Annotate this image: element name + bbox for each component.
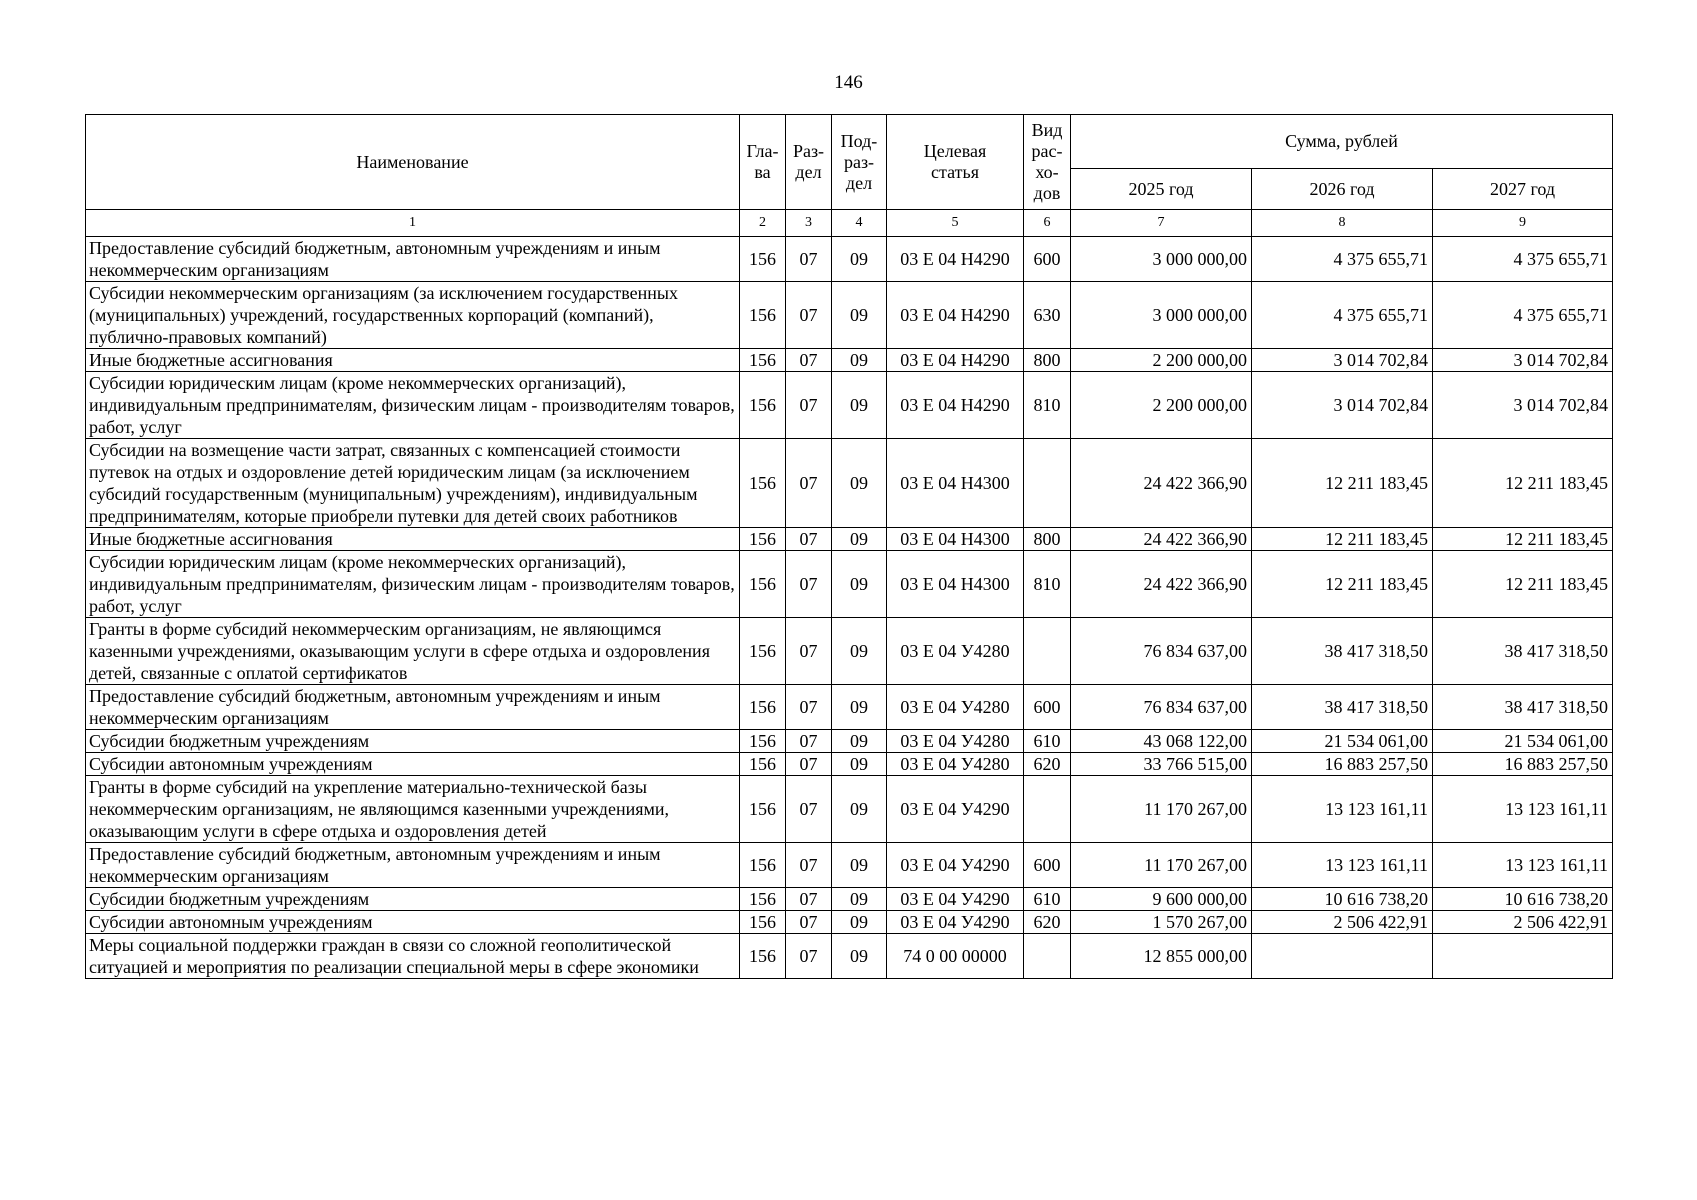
column-number: 9: [1433, 210, 1613, 237]
column-number: 3: [786, 210, 832, 237]
row-sum-2026: 3 014 702,84: [1252, 372, 1433, 439]
row-glava: 156: [740, 888, 786, 911]
row-sum-2027: 12 211 183,45: [1433, 439, 1613, 528]
row-vid-raskhodov: [1024, 439, 1071, 528]
table-row: [86, 685, 1613, 730]
row-sum-2026: 12 211 183,45: [1252, 439, 1433, 528]
row-vid-raskhodov: [1024, 934, 1071, 979]
row-sum-2025: 3 000 000,00: [1071, 237, 1252, 282]
row-sum-2027: 10 616 738,20: [1433, 888, 1613, 911]
row-tselevaya-statya: 03 Е 04 У4290: [887, 911, 1024, 934]
table-row: [86, 753, 1613, 776]
row-razdel: 07: [786, 618, 832, 685]
row-sum-2027: 4 375 655,71: [1433, 282, 1613, 349]
row-name: Субсидии автономным учреждениям: [86, 753, 740, 776]
row-podrazdel: 09: [832, 551, 887, 618]
row-sum-2025: 1 570 267,00: [1071, 911, 1252, 934]
row-sum-2025: 76 834 637,00: [1071, 618, 1252, 685]
row-razdel: 07: [786, 753, 832, 776]
row-glava: 156: [740, 934, 786, 979]
row-razdel: 07: [786, 439, 832, 528]
row-sum-2025: 76 834 637,00: [1071, 685, 1252, 730]
table-row: [86, 528, 1613, 551]
row-sum-2026: 12 211 183,45: [1252, 551, 1433, 618]
row-podrazdel: 09: [832, 685, 887, 730]
row-sum-2027: [1433, 934, 1613, 979]
row-glava: 156: [740, 349, 786, 372]
row-razdel: 07: [786, 685, 832, 730]
row-sum-2027: 38 417 318,50: [1433, 685, 1613, 730]
row-razdel: 07: [786, 551, 832, 618]
row-sum-2027: 13 123 161,11: [1433, 843, 1613, 888]
table-row: [86, 439, 1613, 528]
row-sum-2027: 12 211 183,45: [1433, 551, 1613, 618]
row-glava: 156: [740, 776, 786, 843]
header-podrazdel: Под- раз- дел: [832, 115, 887, 210]
row-sum-2025: 24 422 366,90: [1071, 528, 1252, 551]
row-razdel: 07: [786, 934, 832, 979]
row-podrazdel: 09: [832, 934, 887, 979]
header-summa: Сумма, рублей: [1071, 115, 1613, 169]
table-header: [86, 115, 1613, 237]
table-row: [86, 282, 1613, 349]
row-sum-2027: 2 506 422,91: [1433, 911, 1613, 934]
row-sum-2026: 13 123 161,11: [1252, 843, 1433, 888]
row-glava: 156: [740, 730, 786, 753]
row-name: Субсидии юридическим лицам (кроме некоммерческих организаций), индивидуальным предпринимателям, физическим лицам - производителям товаров, работ, услуг: [86, 372, 740, 439]
row-podrazdel: 09: [832, 843, 887, 888]
row-sum-2027: 16 883 257,50: [1433, 753, 1613, 776]
table-row: [86, 237, 1613, 282]
row-glava: 156: [740, 753, 786, 776]
row-tselevaya-statya: 03 Е 04 Н4290: [887, 237, 1024, 282]
row-sum-2025: 2 200 000,00: [1071, 349, 1252, 372]
row-glava: 156: [740, 685, 786, 730]
row-razdel: 07: [786, 911, 832, 934]
row-name: Субсидии бюджетным учреждениям: [86, 730, 740, 753]
header-year-2027: 2027 год: [1433, 169, 1613, 210]
table-row: [86, 349, 1613, 372]
header-year-2025: 2025 год: [1071, 169, 1252, 210]
table-row: [86, 551, 1613, 618]
row-sum-2026: 2 506 422,91: [1252, 911, 1433, 934]
row-razdel: 07: [786, 776, 832, 843]
row-podrazdel: 09: [832, 237, 887, 282]
row-razdel: 07: [786, 888, 832, 911]
row-sum-2025: 24 422 366,90: [1071, 439, 1252, 528]
row-name: Субсидии на возмещение части затрат, связанных с компенсацией стоимости путевок на отдых и оздоровление детей юридическим лицам (за исключением субсидий государственным (муниципальным) учреждениям), индивидуальным предпринимателям, которые приобрели путевки для детей своих работников: [86, 439, 740, 528]
row-glava: 156: [740, 618, 786, 685]
row-razdel: 07: [786, 282, 832, 349]
row-vid-raskhodov: [1024, 618, 1071, 685]
row-name: Предоставление субсидий бюджетным, автономным учреждениям и иным некоммерческим организациям: [86, 843, 740, 888]
row-tselevaya-statya: 03 Е 04 Н4300: [887, 528, 1024, 551]
column-number: 8: [1252, 210, 1433, 237]
row-sum-2026: 3 014 702,84: [1252, 349, 1433, 372]
row-sum-2025: 3 000 000,00: [1071, 282, 1252, 349]
row-vid-raskhodov: 810: [1024, 551, 1071, 618]
row-glava: 156: [740, 237, 786, 282]
header-name: Наименование: [86, 115, 740, 210]
row-sum-2026: 21 534 061,00: [1252, 730, 1433, 753]
row-sum-2027: 38 417 318,50: [1433, 618, 1613, 685]
row-tselevaya-statya: 03 Е 04 У4280: [887, 730, 1024, 753]
table-row: [86, 776, 1613, 843]
column-number: 1: [86, 210, 740, 237]
row-tselevaya-statya: 03 Е 04 Н4290: [887, 349, 1024, 372]
row-glava: 156: [740, 911, 786, 934]
row-razdel: 07: [786, 349, 832, 372]
row-sum-2026: 16 883 257,50: [1252, 753, 1433, 776]
row-tselevaya-statya: 03 Е 04 У4290: [887, 776, 1024, 843]
row-podrazdel: 09: [832, 349, 887, 372]
budget-table: [85, 114, 1613, 979]
row-vid-raskhodov: 800: [1024, 349, 1071, 372]
row-sum-2025: 11 170 267,00: [1071, 776, 1252, 843]
header-tselevaya-statya: Целевая статья: [887, 115, 1024, 210]
row-sum-2027: 21 534 061,00: [1433, 730, 1613, 753]
row-name: Гранты в форме субсидий на укрепление материально-технической базы некоммерческим организациям, не являющимся казенными учреждениями, оказывающим услуги в сфере отдыха и оздоровления детей: [86, 776, 740, 843]
row-sum-2026: 13 123 161,11: [1252, 776, 1433, 843]
row-sum-2025: 33 766 515,00: [1071, 753, 1252, 776]
row-vid-raskhodov: 600: [1024, 685, 1071, 730]
row-name: Иные бюджетные ассигнования: [86, 528, 740, 551]
row-podrazdel: 09: [832, 888, 887, 911]
table-row: [86, 911, 1613, 934]
header-vid-raskhodov: Вид рас- хо- дов: [1024, 115, 1071, 210]
row-glava: 156: [740, 551, 786, 618]
table-row: [86, 372, 1613, 439]
row-vid-raskhodov: 610: [1024, 888, 1071, 911]
row-sum-2027: 4 375 655,71: [1433, 237, 1613, 282]
table-body: [86, 237, 1613, 979]
row-razdel: 07: [786, 372, 832, 439]
row-glava: 156: [740, 843, 786, 888]
column-numbers-row: [86, 210, 1613, 237]
row-sum-2027: 3 014 702,84: [1433, 372, 1613, 439]
row-tselevaya-statya: 03 Е 04 Н4300: [887, 551, 1024, 618]
table-row: [86, 934, 1613, 979]
row-sum-2025: 9 600 000,00: [1071, 888, 1252, 911]
header-razdel: Раз- дел: [786, 115, 832, 210]
row-podrazdel: 09: [832, 776, 887, 843]
row-tselevaya-statya: 03 Е 04 Н4300: [887, 439, 1024, 528]
row-podrazdel: 09: [832, 372, 887, 439]
row-vid-raskhodov: 610: [1024, 730, 1071, 753]
row-tselevaya-statya: 03 Е 04 У4280: [887, 753, 1024, 776]
row-sum-2026: 38 417 318,50: [1252, 685, 1433, 730]
row-name: Иные бюджетные ассигнования: [86, 349, 740, 372]
row-sum-2025: 11 170 267,00: [1071, 843, 1252, 888]
row-name: Субсидии бюджетным учреждениям: [86, 888, 740, 911]
page-number: 146: [834, 72, 863, 93]
row-vid-raskhodov: 630: [1024, 282, 1071, 349]
row-razdel: 07: [786, 237, 832, 282]
table-row: [86, 618, 1613, 685]
row-tselevaya-statya: 03 Е 04 У4280: [887, 685, 1024, 730]
row-vid-raskhodov: 620: [1024, 911, 1071, 934]
row-tselevaya-statya: 74 0 00 00000: [887, 934, 1024, 979]
row-name: Гранты в форме субсидий некоммерческим организациям, не являющимся казенными учреждениями, оказывающим услуги в сфере отдыха и оздоровления детей, связанные с оплатой сертификатов: [86, 618, 740, 685]
row-vid-raskhodov: [1024, 776, 1071, 843]
row-glava: 156: [740, 528, 786, 551]
row-glava: 156: [740, 372, 786, 439]
row-name: Предоставление субсидий бюджетным, автономным учреждениям и иным некоммерческим организациям: [86, 685, 740, 730]
row-sum-2026: [1252, 934, 1433, 979]
row-sum-2025: 24 422 366,90: [1071, 551, 1252, 618]
table-row: [86, 888, 1613, 911]
row-podrazdel: 09: [832, 439, 887, 528]
row-name: Предоставление субсидий бюджетным, автономным учреждениям и иным некоммерческим организациям: [86, 237, 740, 282]
row-name: Меры социальной поддержки граждан в связи со сложной геополитической ситуацией и мероприятия по реализации специальной меры в сфере экономики: [86, 934, 740, 979]
row-vid-raskhodov: 800: [1024, 528, 1071, 551]
row-glava: 156: [740, 439, 786, 528]
row-vid-raskhodov: 810: [1024, 372, 1071, 439]
row-podrazdel: 09: [832, 528, 887, 551]
row-sum-2027: 3 014 702,84: [1433, 349, 1613, 372]
header-year-2026: 2026 год: [1252, 169, 1433, 210]
row-sum-2027: 12 211 183,45: [1433, 528, 1613, 551]
row-podrazdel: 09: [832, 282, 887, 349]
column-number: 2: [740, 210, 786, 237]
row-tselevaya-statya: 03 Е 04 Н4290: [887, 282, 1024, 349]
row-razdel: 07: [786, 843, 832, 888]
column-number: 6: [1024, 210, 1071, 237]
row-sum-2025: 12 855 000,00: [1071, 934, 1252, 979]
table-row: [86, 843, 1613, 888]
row-name: Субсидии некоммерческим организациям (за исключением государственных (муниципальных) учреждений, государственных корпораций (компаний), публично-правовых компаний): [86, 282, 740, 349]
column-number: 5: [887, 210, 1024, 237]
row-tselevaya-statya: 03 Е 04 У4290: [887, 888, 1024, 911]
row-podrazdel: 09: [832, 730, 887, 753]
column-number: 7: [1071, 210, 1252, 237]
row-vid-raskhodov: 620: [1024, 753, 1071, 776]
row-sum-2026: 4 375 655,71: [1252, 282, 1433, 349]
row-tselevaya-statya: 03 Е 04 У4290: [887, 843, 1024, 888]
header-glava: Гла- ва: [740, 115, 786, 210]
table-row: [86, 730, 1613, 753]
row-tselevaya-statya: 03 Е 04 Н4290: [887, 372, 1024, 439]
row-sum-2025: 43 068 122,00: [1071, 730, 1252, 753]
row-sum-2026: 4 375 655,71: [1252, 237, 1433, 282]
row-name: Субсидии автономным учреждениям: [86, 911, 740, 934]
row-sum-2026: 38 417 318,50: [1252, 618, 1433, 685]
row-podrazdel: 09: [832, 618, 887, 685]
row-sum-2025: 2 200 000,00: [1071, 372, 1252, 439]
row-podrazdel: 09: [832, 911, 887, 934]
row-vid-raskhodov: 600: [1024, 843, 1071, 888]
row-vid-raskhodov: 600: [1024, 237, 1071, 282]
column-number: 4: [832, 210, 887, 237]
row-glava: 156: [740, 282, 786, 349]
row-sum-2027: 13 123 161,11: [1433, 776, 1613, 843]
row-razdel: 07: [786, 528, 832, 551]
row-podrazdel: 09: [832, 753, 887, 776]
row-sum-2026: 10 616 738,20: [1252, 888, 1433, 911]
row-name: Субсидии юридическим лицам (кроме некоммерческих организаций), индивидуальным предпринимателям, физическим лицам - производителям товаров, работ, услуг: [86, 551, 740, 618]
row-sum-2026: 12 211 183,45: [1252, 528, 1433, 551]
row-tselevaya-statya: 03 Е 04 У4280: [887, 618, 1024, 685]
row-razdel: 07: [786, 730, 832, 753]
